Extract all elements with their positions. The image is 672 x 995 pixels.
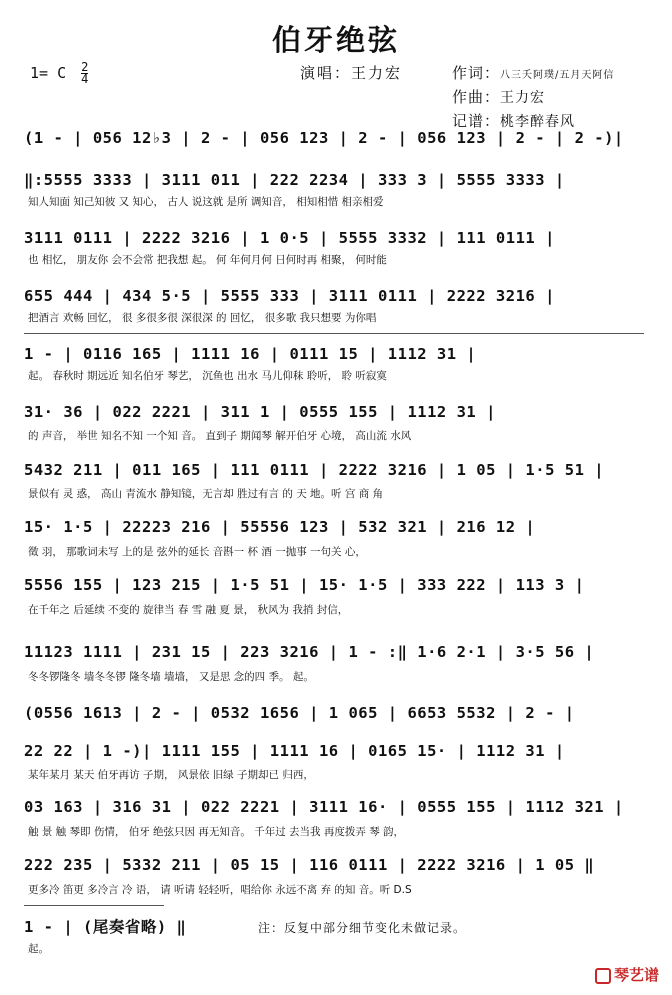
lyricist-credit [452, 62, 614, 83]
watermark-logo [595, 964, 659, 985]
lyric-line: 也 相忆， 朋友你 会不会常 把我想 起。 何 年何月何 日何时再 相聚， 何时能 [28, 254, 387, 266]
lyric-line: 某年某月 某天 伯牙再访 子期， 风景依 旧绿 子期却已 归西， [28, 769, 314, 781]
notation-line: 31· 36 | 022 2221 | 311 1 | 0555 155 | 1112 31 | [24, 403, 496, 421]
notation-line: 1 - | (尾奏省略) ‖ [24, 918, 187, 936]
time-signature-top: 2 [81, 60, 89, 74]
credit-label: 作词： [452, 64, 501, 82]
lyric-line: 把酒言 欢畅 回忆， 很 多很多很 深很深 的 回忆， 很多歌 我只想要 为你唱 [28, 312, 377, 324]
lyric-line: 景似有 灵 惑， 高山 青流水 静知镜，无言却 胜过有言 的 天 地。听 宫 商 角 [28, 488, 384, 500]
composer-credit [452, 86, 545, 107]
footer-note: 注：反复中部分细节变化未做记录。 [258, 921, 467, 935]
watermark-text: 琴艺谱 [614, 966, 660, 984]
lyric-line: 起。 春秋时 期远近 知名伯牙 琴艺， 沉鱼也 出水 马儿仰秣 聆听， 聆 听寂寞 [28, 370, 387, 382]
key-label: 1= C [30, 64, 67, 82]
lyric-line: 徵 羽， 那歌词未写 上的是 弦外的延长 音斟一 杯 酒 一抛事 一句关 心， [28, 546, 366, 558]
lyric-line: 知人知面 知己知彼 又 知心， 古人 说这就 是所 调知音， 相知相惜 相亲相爱 [28, 196, 384, 208]
notation-line: 15· 1·5 | 22223 216 | 55556 123 | 532 321 | 216 12 | [24, 518, 536, 536]
notation-line: 11123 1111 | 231 15 | 223 3216 | 1 - :‖ 1·6 2·1 | 3·5 56 | [24, 643, 595, 661]
notation-line: 5432 211 | 011 165 | 111 0111 | 2222 3216 | 1 05 | 1·5 51 | [24, 461, 605, 479]
notation-line: 5556 155 | 123 215 | 1·5 51 | 15· 1·5 | 333 222 | 113 3 | [24, 576, 585, 594]
credit-value: 王力宏 [500, 90, 546, 106]
slur-line [24, 333, 644, 334]
notation-line: 03 163 | 316 31 | 022 2221 | 3111 16· | 0555 155 | 1112 321 | [24, 798, 624, 816]
notation-line: (0556 1613 | 2 - | 0532 1656 | 1 065 | 6653 5532 | 2 - | [24, 704, 575, 722]
logo-icon [595, 968, 611, 984]
notation-line: ‖:5555 3333 | 3111 011 | 222 2234 | 333 3 | 5555 3333 | [24, 171, 565, 189]
key-signature [30, 62, 88, 85]
credit-value: 八三夭阿璞/五月天阿信 [500, 70, 615, 81]
lyric-line: 在千年之 后延续 不变的 旋律当 春 雪 融 夏 景， 秋风为 我捎 封信， [28, 604, 349, 616]
credit-value: 桃李醉春风 [500, 114, 576, 130]
slur-line [24, 905, 164, 906]
time-signature-bottom: 4 [81, 72, 89, 86]
lyric-line: 冬冬锣隆冬 墙冬冬锣 隆冬墙 墙墙， 又是思 念的四 季。 起。 [28, 671, 314, 683]
credit-label: 记谱： [452, 112, 501, 130]
notation-line: 22 22 | 1 -)| 1111 155 | 1111 16 | 0165 15· | 1112 31 | [24, 742, 565, 760]
credit-label: 作曲： [452, 88, 501, 106]
notation-line: 222 235 | 5332 211 | 05 15 | 116 0111 | 2222 3216 | 1 05 ‖ [24, 856, 595, 874]
lyric-line: 起。 [28, 943, 49, 955]
song-title: 伯牙绝弦 [271, 23, 400, 57]
time-signature [81, 62, 88, 85]
notation-line: 1 - | 0116 165 | 1111 16 | 0111 15 | 1112 31 | [24, 345, 477, 363]
lyric-line: 更多冷 笛更 多冷言 冷 语， 请 听请 轻轻听，唱给你 永远不离 弃 的知 音。听 D.S [28, 884, 412, 896]
notation-line: (1 - | 056 12♭3 | 2 - | 056 123 | 2 - | 056 123 | 2 - | 2 -)| [24, 129, 624, 147]
notation-line: 655 444 | 434 5·5 | 5555 333 | 3111 0111 | 2222 3216 | [24, 287, 555, 305]
lyric-line: 触 景 触 琴即 伤情， 伯牙 绝弦只因 再无知音。 千年过 去当我 再度拨弄 琴 韵， [28, 826, 405, 838]
singer-credit: 演唱：王力宏 [300, 64, 403, 82]
transcriber-credit [452, 110, 575, 131]
notation-line: 3111 0111 | 2222 3216 | 1 0·5 | 5555 3332 | 111 0111 | [24, 229, 555, 247]
lyric-line: 的 声音， 举世 知名不知 一个知 音。 直到子 期闻琴 解开伯牙 心境， 高山流 水风 [28, 430, 412, 442]
